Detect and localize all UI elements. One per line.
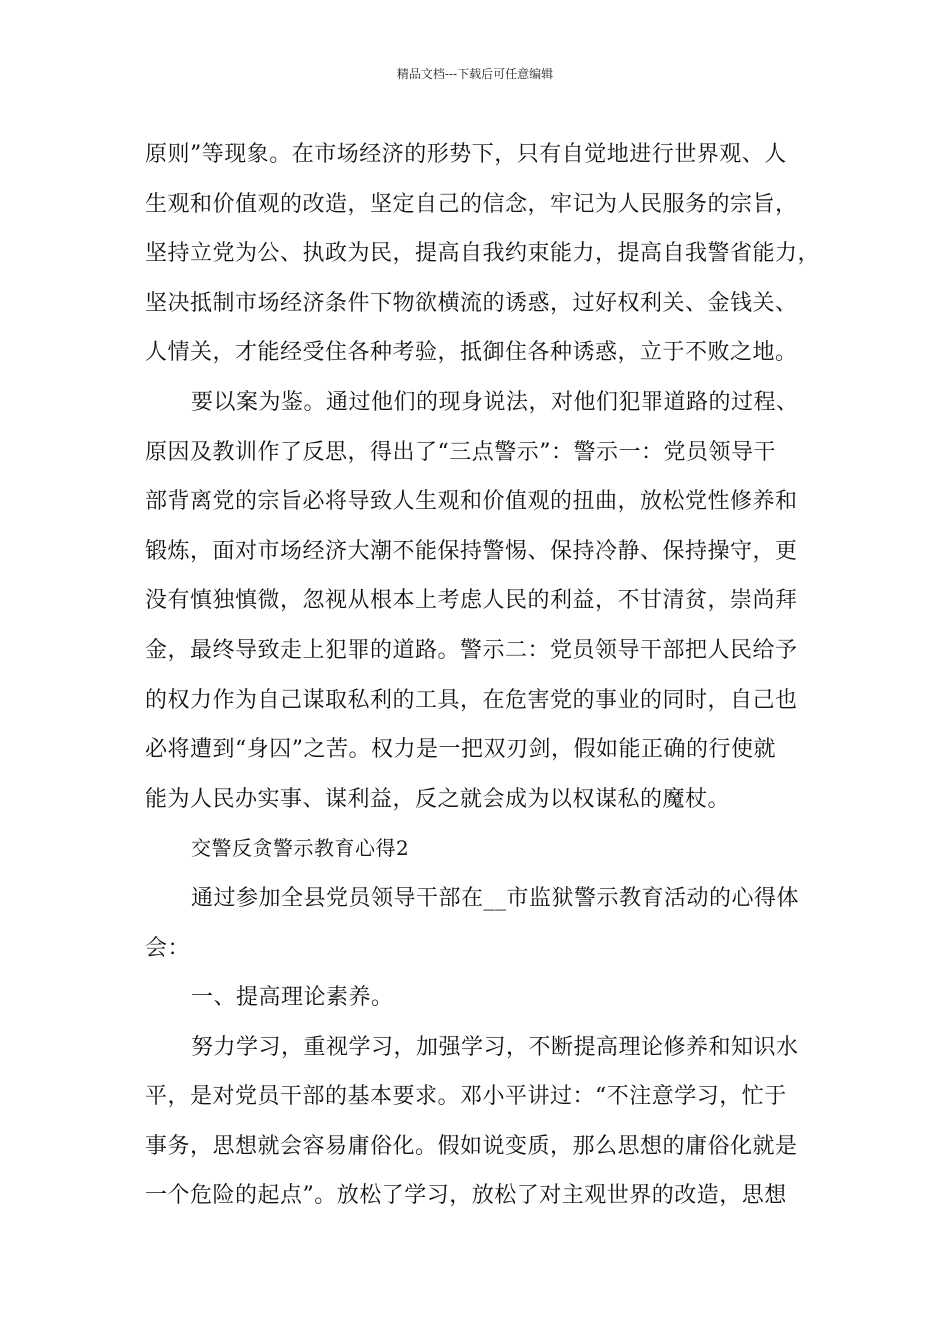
text-line-2: 生观和价值观的改造，坚定自己的信念，牢记为人民服务的宗旨， (145, 191, 798, 217)
text-line-3: 坚持立党为公、执政为民，提高自我约束能力，提高自我警省能力， (145, 241, 821, 267)
text-line-19: 努力学习，重视学习，加强学习，不断提高理论修养和知识水 (191, 1034, 799, 1060)
text-line-14: 能为人民办实事、谋利益，反之就会成为以权谋私的魔杖。 (145, 786, 731, 812)
page-header: 精品文档---下载后可任意编辑 (396, 67, 554, 81)
text-line-10: 没有慎独慎微，忽视从根本上考虑人民的利益，不甘清贫，崇尚拜 (145, 588, 798, 614)
text-line-12: 的权力作为自己谋取私利的工具，在危害党的事业的同时，自己也 (145, 687, 798, 713)
subsection-heading: 一、提高理论素养。 (191, 985, 394, 1011)
text-line-1: 原则”等现象。在市场经济的形势下，只有自觉地进行世界观、人 (145, 142, 787, 167)
text-line-21: 事务，思想就会容易庸俗化。假如说变质，那么思想的庸俗化就是 (145, 1133, 798, 1159)
text-line-4: 坚决抵制市场经济条件下物欲横流的诱惑，过好权利关、金钱关、 (145, 290, 798, 316)
text-line-8: 部背离党的宗旨必将导致人生观和价值观的扭曲，放松党性修养和 (145, 489, 798, 515)
text-line-13: 必将遭到“身囚”之苦。权力是一把双刃剑，假如能正确的行使就 (145, 737, 776, 763)
document-body (145, 130, 825, 1221)
text-line-16: 通过参加全县党员领导干部在__市监狱警示教育活动的心得体 (191, 885, 800, 911)
section-heading: 交警反贪警示教育心得2 (191, 836, 410, 861)
text-line-6: 要以案为鉴。通过他们的现身说法，对他们犯罪道路的过程、 (191, 389, 799, 415)
text-line-5: 人情关，才能经受住各种考验，抵御住各种诱惑，立于不败之地。 (145, 340, 798, 366)
text-line-17: 会： (145, 935, 191, 961)
text-line-11: 金，最终导致走上犯罪的道路。警示二：党员领导干部把人民给予 (145, 637, 798, 663)
text-line-9: 锻炼，面对市场经济大潮不能保持警惕、保持冷静、保持操守，更 (145, 538, 798, 564)
text-line-20: 平，是对党员干部的基本要求。邓小平讲过：“不注意学习，忙于 (145, 1084, 787, 1110)
text-line-7: 原因及教训作了反思，得出了“三点警示”：警示一：党员领导干 (145, 439, 776, 465)
text-line-22: 一个危险的起点”。放松了学习，放松了对主观世界的改造，思想 (145, 1183, 787, 1209)
